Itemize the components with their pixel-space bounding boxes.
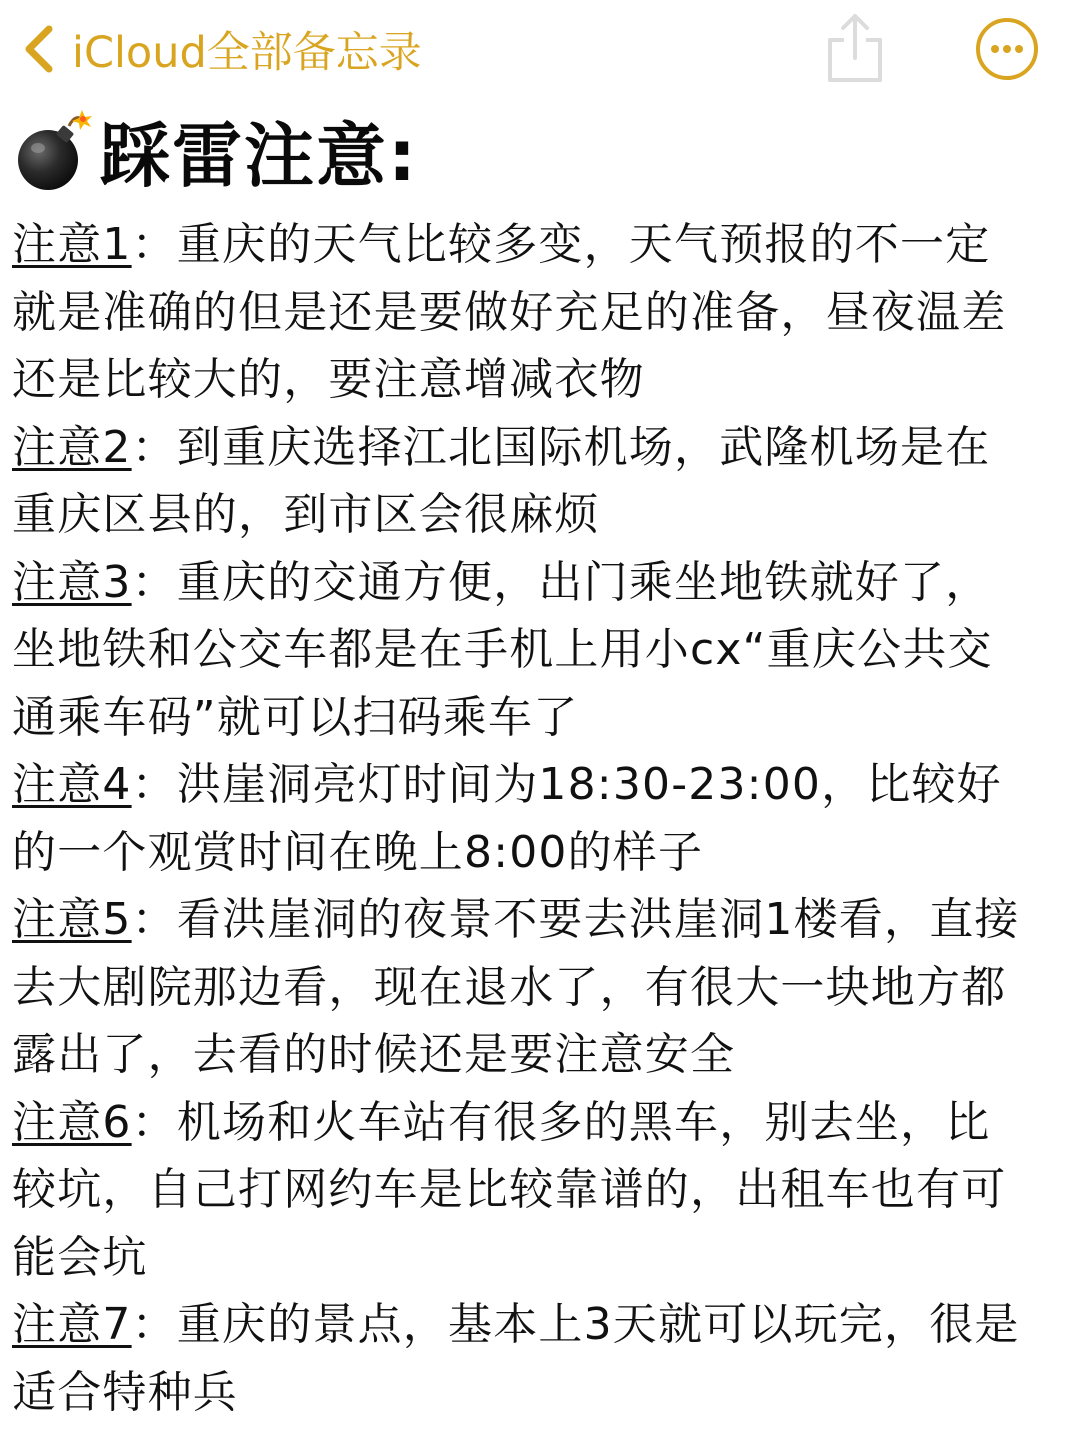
note-text: ：重庆的交通方便，出门乘坐地铁就好了，	[131, 556, 991, 608]
note-line	[12, 414, 1068, 482]
note-line	[12, 954, 1068, 1022]
note-text: 坐地铁和公交车都是在手机上用小cx“重庆公共交	[12, 624, 993, 675]
note-text: 就是准确的但是还是要做好充足的准备，昼夜温差	[12, 286, 1007, 338]
note-text: ：重庆的天气比较多变，天气预报的不一定	[131, 219, 991, 270]
note-tag: 注意7	[12, 1299, 132, 1350]
back-label: iCloud全部备忘录	[72, 27, 422, 78]
note-line	[12, 211, 1068, 279]
note-tag: 注意5	[12, 894, 132, 945]
navigation-bar	[0, 0, 1080, 100]
note-text: ：看洪崖洞的夜景不要去洪崖洞1楼看，直接	[131, 894, 1020, 945]
note-tag: 注意4	[12, 759, 132, 810]
note-text: 去大剧院那边看，现在退水了，有很大一块地方都	[12, 961, 1007, 1013]
note-line	[12, 549, 1068, 617]
note-text: 通乘车码”就可以扫码乘车了	[12, 691, 579, 743]
more-icon	[974, 16, 1040, 82]
note-tag: 注意1	[12, 219, 132, 270]
note-line	[12, 481, 1068, 549]
note-text: ：洪崖洞亮灯时间为18:30-23:00，比较好	[131, 759, 1002, 810]
note-line	[12, 279, 1068, 347]
share-icon	[822, 10, 888, 84]
note-line	[12, 684, 1068, 752]
note-line	[12, 1291, 1068, 1359]
note-text: 还是比较大的，要注意增减衣物	[12, 354, 645, 405]
note-line	[12, 1224, 1068, 1292]
chevron-left-icon	[14, 19, 64, 79]
back-button[interactable]	[14, 14, 422, 84]
note-tag: 注意3	[12, 556, 132, 608]
note-text: ：到重庆选择江北国际机场，武隆机场是在	[131, 421, 991, 473]
note-line	[12, 751, 1068, 819]
more-button[interactable]	[974, 16, 1040, 82]
note-line	[12, 1156, 1068, 1224]
note-text: 的一个观赏时间在晚上8:00的样子	[12, 826, 704, 878]
note-line	[12, 886, 1068, 954]
note-tag: 注意6	[12, 1096, 132, 1148]
share-button[interactable]	[822, 10, 888, 84]
note-text: 能会坑	[12, 1231, 148, 1283]
note-line	[12, 1089, 1068, 1157]
note-text: 露出了，去看的时候还是要注意安全	[12, 1029, 736, 1080]
bomb-icon	[14, 108, 94, 192]
note-text: ：机场和火车站有很多的黑车，别去坐，比	[131, 1096, 991, 1148]
note-title-row	[14, 104, 418, 196]
note-line	[12, 616, 1068, 684]
note-line	[12, 819, 1068, 887]
note-text: 重庆区县的，到市区会很麻烦	[12, 489, 600, 540]
note-text: 适合特种兵	[12, 1366, 238, 1418]
note-text: ：重庆的景点，基本上3天就可以玩完，很是	[131, 1299, 1020, 1350]
note-body[interactable]	[12, 211, 1068, 1426]
note-line	[12, 1359, 1068, 1427]
note-line	[12, 1021, 1068, 1089]
note-title: 踩雷注意:	[100, 114, 418, 197]
note-text: 较坑，自己打网约车是比较靠谱的，出租车也有可	[12, 1164, 1007, 1215]
note-line	[12, 346, 1068, 414]
note-tag: 注意2	[12, 421, 132, 473]
